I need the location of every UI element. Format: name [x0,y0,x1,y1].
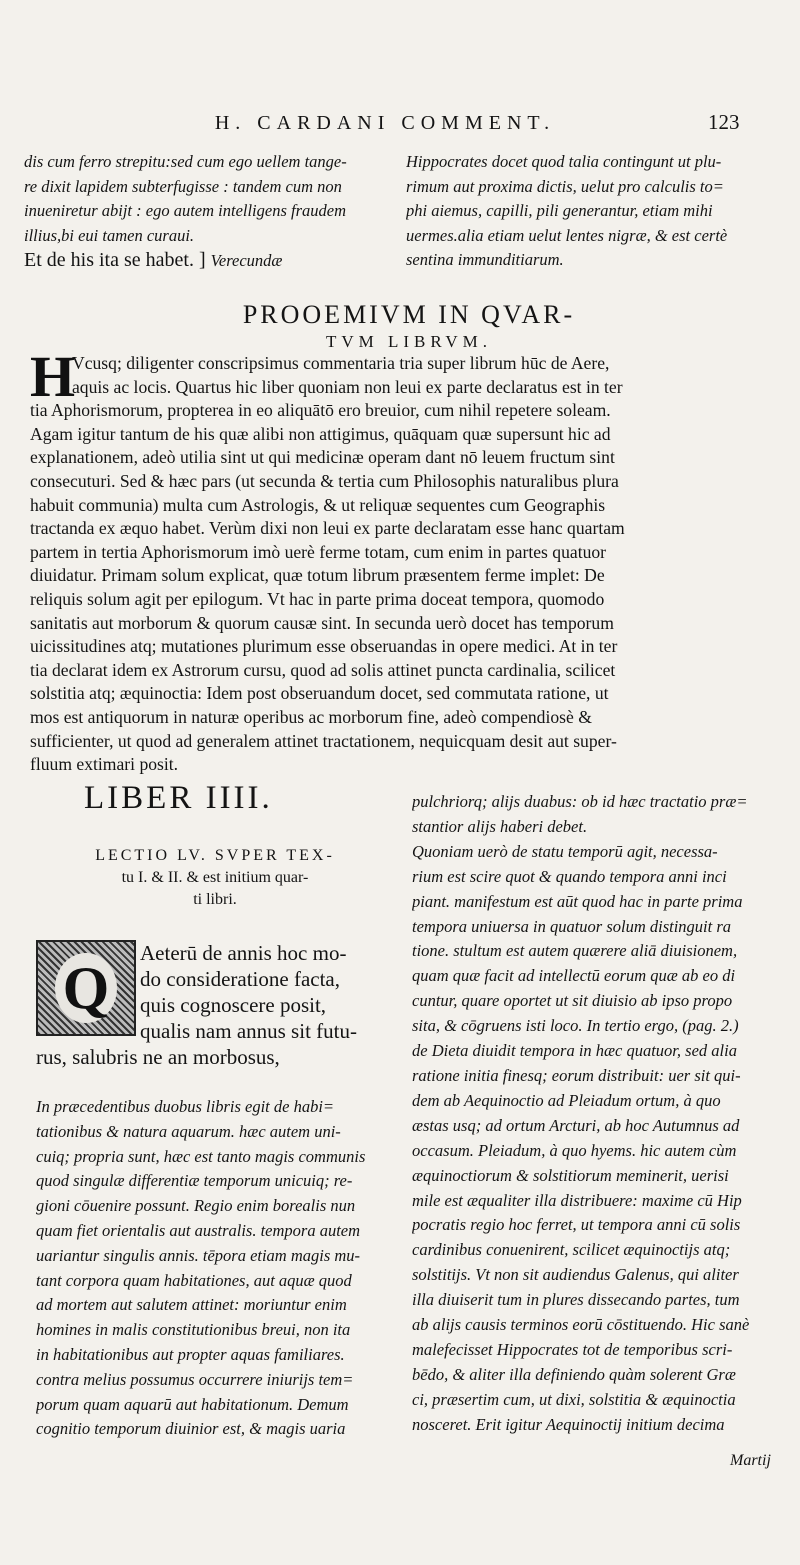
top-left-column [24,150,394,274]
text-line: aquis ac locis. Quartus hic liber quoniam non leui ex parte declaratus est in ter [72,376,623,397]
text-line: quod singulæ differentiæ temporum unicuiq; re- [36,1171,353,1191]
lectio-line: tu I. & II. & est initium quar- [121,869,309,886]
text-line: rium est scire quot & quando tempora anni inci [412,866,727,886]
text-line: ad mortem aut salutem attinet: moriuntur enim [36,1295,347,1315]
bottom-right-column [412,790,772,1438]
text-line: sentina immunditiarum. [406,250,564,269]
text-line: cognitio temporum diuinior est, & magis uaria [36,1419,346,1439]
text-line: dem ab Aequinoctio ad Pleiadum ortum, à quo [412,1090,721,1110]
text-line: habuit communia) multa cum Astrologis, & ut reliquæ sequentes cum Geographis [30,494,606,515]
text-line: illa diuiserit tum in plures dissecando partes, tum [412,1290,740,1310]
lemma-line [24,248,394,274]
ornamental-initial [36,940,136,1036]
text-line: sita, & cōgruens isti loco. In tertio ergo, (pag. 2.) [412,1016,739,1036]
text-line: quam fiet orientalis aut australis. tempora autem [36,1220,361,1240]
text-line: diuidatur. Primam solum explicat, quæ totum librum præsentem ferme implet: De [30,565,605,586]
text-line: homines in malis constitutionibus breui, non ita [36,1320,351,1340]
lemma-text: Et de his ita se habet. ] [24,249,206,271]
text-line: tia declarat idem ex Astrorum cursu, quod ad solis attinet puncta cardinalia, scilicet [30,659,616,680]
text-line: rimum aut proxima dictis, uelut pro calculis to= [406,176,724,196]
text-line: explanationem, adeò utilia sint ut qui medicinæ operam dant nō leuem fructum sint [30,447,615,468]
text-line: uariantur singulis annis. tēpora etiam magis mu- [36,1245,361,1265]
text-line: mos est antiquorum in naturæ operibus ac morborum fine, adeò compendiosè & [30,706,592,727]
text-line: ratione initia finesq; eorum distribuit: uer sit qui- [412,1065,741,1085]
text-line: consecuturi. Sed & hæc pars (ut secunda & tertia cum Philosophis naturalibus plura [30,470,619,491]
text-line: pulchriorq; alijs duabus: ob id hæc tractatio præ= [412,792,748,811]
text-line: reliquis solum agit per epilogum. Vt hac in parte prima doceat tempora, quomodo [30,588,605,609]
text-line: de Dieta diuidit tempora in hæc quatuor, sed alia [412,1041,737,1061]
text-line: ab alijs causis terminos eorū cōstituendo. Hic sanè [412,1315,750,1335]
text-line: Agam igitur tantum de his quæ alibi non attigimus, quāquam quæ supersunt hic ad [30,423,611,444]
text-line: uicissitudines atq; mutationes plurimum esse obseruandas in opere medici. At in ter [30,636,618,657]
opening-text [140,940,400,1044]
text-line: piant. manifestum est aūt quod hac in parte prima [412,891,743,911]
proem-body [30,344,770,777]
lectio-line: LECTIO LV. SVPER TEX- [95,847,335,864]
text-line: inueniretur abijt : ego autem intelligens fraudem [24,201,347,220]
opening-last-line: rus, salubris ne an morbosus, [36,1045,280,1069]
text-line: tempora uniuersa in quatuor solum distinguit ra [412,916,732,936]
catchword: Martij [730,1452,771,1469]
text-line: malefecisset Hippocrates tot de temporibus scri- [412,1339,733,1359]
text-line: fluum extimari posit. [30,754,179,775]
text-line: tia Aphorismorum, propterea in eo aliquātō ero breuior, cum nihil repetere soleam. [30,400,611,421]
text-line: tractanda ex æquo habet. Verùm dixi non leui ex parte declaratam esse hanc quartam [30,518,625,539]
text-line: contra melius possumus occurrere iniurijs tem= [36,1369,354,1389]
text-line: cuntur, quare oportet ut sit diuisio ab ipso propo [412,991,733,1011]
ornamental-initial-letter: Q [55,953,117,1023]
text-line: gioni cōuenire possunt. Regio enim borealis nun [36,1196,356,1216]
page-number: 123 [708,110,740,134]
text-line: mile est æqualiter illa distribuere: maxime cū Hip [412,1190,742,1210]
text-line: bēdo, & aliter illa definiendo quàm solerent Græ [412,1364,736,1384]
lemma-catch: Verecundæ [210,251,283,270]
text-line: porum quam aquarū aut habitationum. Demum [36,1394,349,1414]
text-line: æstas usq; ad ortum Arcturi, ab hoc Autumnus ad [412,1115,740,1135]
text-line: Hippocrates docet quod talia contingunt ut plu- [406,152,722,171]
lectio-heading [30,845,400,911]
dropcap-letter: H [30,344,76,409]
book-title: LIBER IIII. [84,780,273,816]
text-line: solstitijs. Vt non sit audiendus Galenus, qui aliter [412,1265,739,1285]
text-line: quis cognoscere posit, [140,993,327,1017]
running-head: H. CARDANI COMMENT. [214,112,556,134]
text-line: quam quæ facit ad intellectū eorum quæ ab eo di [412,966,736,986]
text-line: qualis nam annus sit futu- [140,1019,357,1043]
text-line: Aeterū de annis hoc mo- [140,941,347,965]
text-line: tationibus & natura aquarum. hæc autem uni- [36,1121,341,1141]
text-line: solstitia atq; æquinoctia: Idem post obseruandum docet, sed commutata ratione, ut [30,683,609,704]
text-line: Quoniam uerò de statu temporū agit, necessa- [412,841,718,861]
text-line: stantior alijs haberi debet. [412,816,588,836]
text-line: tant corpora quam habitationes, aut aquæ quod [36,1270,352,1290]
text-line: ci, præsertim cum, ut dixi, solstitia & æquinoctia [412,1389,736,1409]
text-line: pocratis regio hoc ferret, ut tempora anni cū solis [412,1215,741,1235]
text-line: partem in tertia Aphorismorum imò uerè ferme totam, cum enim in partes quatuor [30,541,607,562]
text-line: cuiq; propria sunt, hæc est tanto magis communis [36,1146,366,1166]
text-line: illius,bi eui tamen curaui. [24,225,195,245]
proem-title: PROOEMIVM IN QVAR- [242,300,576,329]
text-line: cardinibus conuenirent, scilicet æquinoctijs atq; [412,1240,731,1260]
text-line: in habitationibus aut propter aquas familiares. [36,1344,345,1364]
text-line: Vcusq; diligenter conscripsimus commentaria tria super librum hūc de Aere, [72,353,610,373]
text-line: re dixit lapidem subterfugisse : tandem cum non [24,176,342,196]
text-line: phi aiemus, capilli, pili generantur, etiam mihi [406,201,713,220]
lectio-line: ti libri. [193,891,237,908]
text-line: dis cum ferro strepitu:sed cum ego uellem tange- [24,152,347,171]
text-line: tione. stultum est autem quærere aliā diuisionem, [412,941,738,961]
proem-subtitle: TVM LIBRVM. [325,332,493,351]
text-line: sufficienter, ut quod ad generalem attinet tractationem, nequicquam desit aut super- [30,730,617,751]
text-line: nosceret. Erit igitur Aequinoctij initium decima [412,1414,725,1434]
text-line: sanitatis aut morborum & quorum causæ sint. In secunda uerò docet has temporum [30,612,614,633]
top-right-column [406,150,766,273]
text-line: æquinoctiorum & solstitiorum meminerit, uerisi [412,1165,729,1185]
text-line: In præcedentibus duobus libris egit de habi= [36,1097,335,1116]
text-line: uermes.alia etiam uelut lentes nigræ, & est certè [406,225,728,245]
text-line: do consideratione facta, [140,967,340,991]
text-line: occasum. Pleiadum, à quo hyems. hic autem cùm [412,1140,737,1160]
bottom-left-column [36,1095,404,1442]
